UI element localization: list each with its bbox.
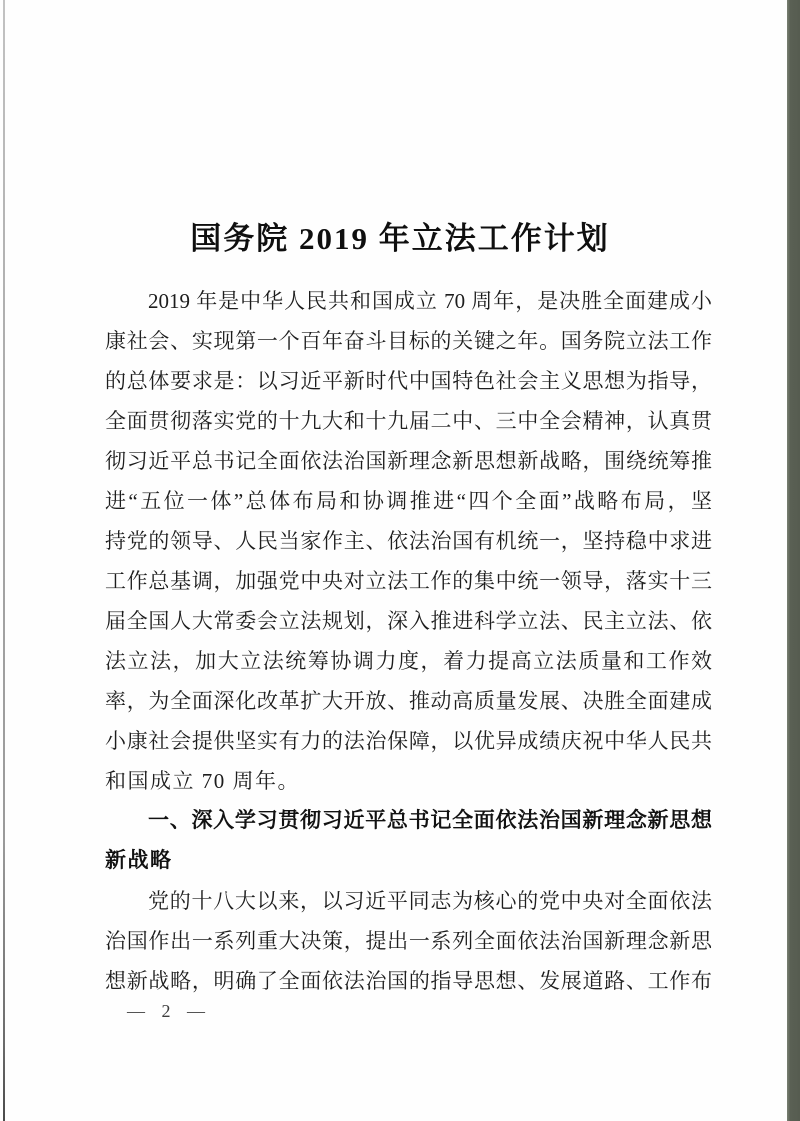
- paragraph-line: 的总体要求是：以习近平新时代中国特色社会主义思想为指导，: [105, 369, 712, 393]
- scan-artifact-right-edge-band: [787, 0, 800, 1121]
- paragraph-line: 全面贯彻落实党的十九大和十九届二中、三中全会精神，认真贯: [105, 409, 712, 433]
- paragraph-line: 率，为全面深化改革扩大开放、推动高质量发展、决胜全面建成: [105, 689, 712, 713]
- page-number: — 2 —: [127, 1001, 205, 1021]
- paragraph-line: 和国成立 70 周年。: [105, 769, 300, 793]
- paragraph-line: 党的十八大以来，以习近平同志为核心的党中央对全面依法: [148, 889, 712, 913]
- section-heading-line: 一、深入学习贯彻习近平总书记全面依法治国新理念新思想: [148, 809, 712, 832]
- paragraph-line: 持党的领导、人民当家作主、依法治国有机统一，坚持稳中求进: [105, 529, 712, 553]
- document-title: 国务院 2019 年立法工作计划: [190, 221, 610, 256]
- paragraph-line: 进“五位一体”总体布局和协调推进“四个全面”战略布局，坚: [105, 489, 712, 513]
- paragraph-line: 2019 年是中华人民共和国成立 70 周年，是决胜全面建成小: [148, 289, 712, 313]
- paragraph-line: 康社会、实现第一个百年奋斗目标的关键之年。国务院立法工作: [105, 329, 712, 353]
- section-heading-line: 新战略: [105, 849, 173, 872]
- paragraph-line: 法立法，加大立法统筹协调力度，着力提高立法质量和工作效: [105, 649, 712, 673]
- paragraph-line: 工作总基调，加强党中央对立法工作的集中统一领导，落实十三: [105, 569, 712, 593]
- scan-artifact-left-edge-line: [3, 0, 5, 1121]
- paragraph-line: 小康社会提供坚实有力的法治保障，以优异成绩庆祝中华人民共: [105, 729, 712, 753]
- paragraph-line: 想新战略，明确了全面依法治国的指导思想、发展道路、工作布: [105, 969, 712, 993]
- paragraph-line: 治国作出一系列重大决策，提出一系列全面依法治国新理念新思: [105, 929, 712, 953]
- document-body: [105, 281, 712, 1001]
- paragraph-line: 届全国人大常委会立法规划，深入推进科学立法、民主立法、依: [105, 609, 712, 633]
- paragraph-line: 彻习近平总书记全面依法治国新理念新思想新战略，围绕统筹推: [105, 449, 712, 473]
